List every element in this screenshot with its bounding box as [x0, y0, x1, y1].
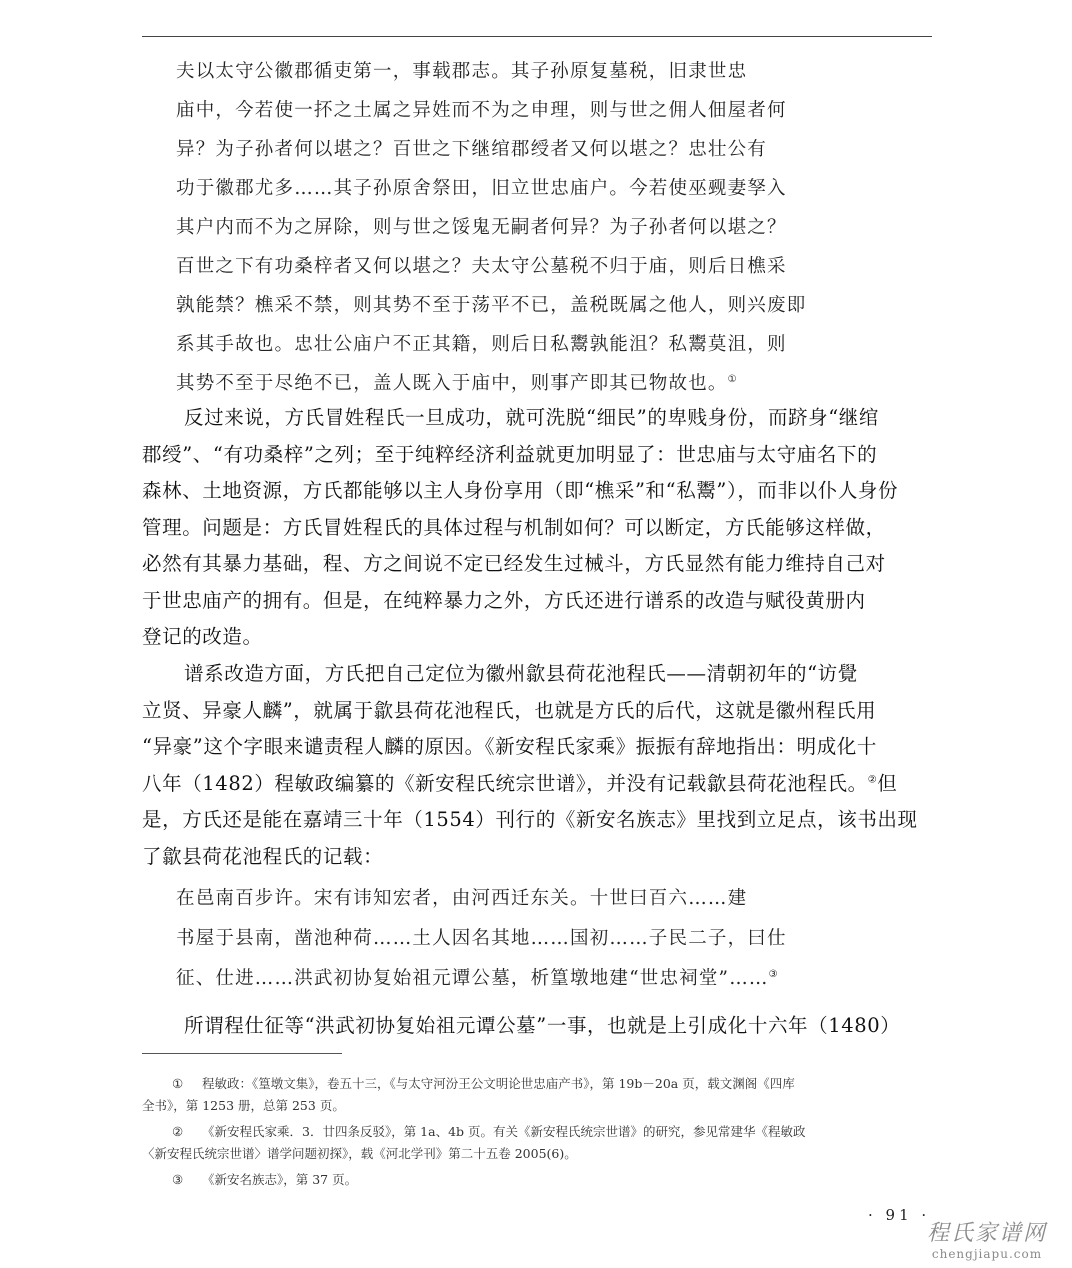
- quote-line-last: [176, 959, 896, 999]
- paragraph-line: 登记的改造。: [142, 625, 263, 648]
- footnote-mark: ③: [172, 1172, 184, 1187]
- paragraph-line: 管理。问题是：方氏冒姓程氏的具体过程与机制如何？可以断定，方氏能够这样做，: [142, 515, 886, 539]
- quote-text: 其势不至于尽绝不已，盖人既入于庙中，则事产即其已物故也。: [176, 373, 728, 394]
- paragraph-line: 郡绶”、“有功桑梓”之列；至于纯粹经济利益就更加明显了：世忠庙与太守庙名下的: [142, 442, 878, 466]
- quote-line: 孰能禁？樵采不禁，则其势不至于荡平不已，盖税既属之他人，则兴废即: [176, 295, 807, 316]
- quote-text: 征、仕进……洪武初协复始祖元谭公墓，析篁墩地建“世忠祠堂”……: [176, 968, 769, 989]
- paragraph-2: [142, 656, 942, 875]
- footnote-3: [172, 1169, 942, 1191]
- footnote-ref-3[interactable]: ③: [768, 968, 779, 980]
- paragraph-line: 所谓程仕征等“洪武初协复始祖元谭公墓”一事，也就是上引成化十六年（1480）: [184, 1014, 901, 1037]
- footnote-text: 《新安名族志》，第 37 页。: [202, 1172, 358, 1187]
- quote-line: 庙中，今若使一抔之土属之异姓而不为之申理，则与世之佣人佃屋者何: [176, 100, 787, 121]
- block-quote-1: [176, 52, 896, 403]
- quote-line: 夫以太守公徽郡循吏第一，事载郡志。其子孙原复墓税，旧隶世忠: [176, 61, 748, 82]
- footnote-1: [142, 1073, 942, 1117]
- paragraph-text: 八年（1482）程敏政编纂的《新安程氏统宗世谱》，并没有记载歙县荷花池程氏。: [142, 771, 868, 795]
- footnote-ref-1[interactable]: ①: [727, 373, 738, 385]
- paragraph-line: [142, 766, 942, 803]
- quote-line: 功于徽郡尤多……其子孙原舍祭田，旧立世忠庙户。今若使巫觋妻孥入: [176, 178, 787, 199]
- quote-line: 系其手故也。忠壮公庙户不正其籍，则后日私鬻孰能沮？私鬻莫沮，则: [176, 334, 787, 355]
- footnote-text: 程敏政：《篁墩文集》，卷五十三，《与太守河汾王公文明论世忠庙产书》，第 19b－20a 页，载文渊阁《四库: [202, 1076, 795, 1091]
- paragraph-line: 于世忠庙产的拥有。但是，在纯粹暴力之外，方氏还进行谱系的改造与赋役黄册内: [142, 588, 866, 612]
- paragraph-line: 了歙县荷花池程氏的记载：: [142, 844, 384, 868]
- footnotes: [142, 1073, 942, 1191]
- footnote-text: 〈新安程氏统宗世谱〉谱学问题初探》，载《河北学刊》第二十五卷 2005(6)。: [142, 1146, 577, 1161]
- top-rule: [142, 36, 932, 37]
- quote-line: 在邑南百步许。宋有讳知宏者，由河西迁东关。十世曰百六……建: [176, 888, 748, 909]
- watermark-chinese: 程氏家谱网: [926, 1221, 1047, 1246]
- paragraph-line: 是，方氏还是能在嘉靖三十年（1554）刊行的《新安名族志》里找到立足点，该书出现: [142, 808, 918, 831]
- footnote-mark: ①: [172, 1076, 184, 1091]
- paragraph-line: 森林、土地资源，方氏都能够以主人身份享用（即“樵采”和“私鬻”），而非以仆人身份: [142, 479, 899, 502]
- quote-line: 异？为子孙者何以堪之？百世之下继绾郡绶者又何以堪之？忠壮公有: [176, 139, 768, 160]
- paragraph-line: 谱系改造方面，方氏把自己定位为徽州歙县荷花池程氏——清朝初年的“访覺: [184, 662, 858, 685]
- paragraph-line: 必然有其暴力基础，程、方之间说不定已经发生过械斗，方氏显然有能力维持自己对: [142, 552, 886, 575]
- quote-line: 书屋于县南，凿池种荷……土人因名其地……国初……子民二子，曰仕: [176, 928, 787, 949]
- site-watermark: [912, 1221, 1062, 1261]
- paragraph-line: “异豪”这个字眼来谴责程人麟的原因。《新安程氏家乘》振振有辞地指出：明成化十: [142, 735, 877, 758]
- footnote-2: [142, 1121, 942, 1165]
- quote-line: 百世之下有功桑梓者又何以堪之？夫太守公墓税不归于庙，则后日樵采: [176, 256, 787, 277]
- paragraph-line: 立贤、异豪人麟”，就属于歙县荷花池程氏，也就是方氏的后代，这就是徽州程氏用: [142, 698, 877, 722]
- watermark-url: chengjiapu.com: [931, 1247, 1043, 1261]
- footnote-ref-2[interactable]: ②: [867, 774, 878, 785]
- footnote-rule: [142, 1053, 342, 1054]
- footnote-text: 《新安程氏家乘．3．廿四条反驳》，第 1a、4b 页。有关《新安程氏统宗世谱》的研究，参见常建华《程敏政: [202, 1124, 806, 1139]
- footnote-text: 全书》，第 1253 册，总第 253 页。: [142, 1098, 345, 1113]
- paragraph-1: [142, 400, 942, 656]
- footnote-mark: ②: [172, 1124, 184, 1139]
- quote-line-last: [176, 364, 896, 403]
- quote-line: 其户内而不为之屏除，则与世之馁鬼无嗣者何异？为子孙者何以堪之？: [176, 217, 787, 238]
- page-number: · 91 ·: [868, 1206, 931, 1224]
- block-quote-2: [176, 879, 896, 999]
- paragraph-3: [142, 1008, 942, 1045]
- paragraph-line: 反过来说，方氏冒姓程氏一旦成功，就可洗脱“细民”的卑贱身份，而跻身“继绾: [184, 406, 880, 429]
- paragraph-text: 但: [877, 771, 898, 795]
